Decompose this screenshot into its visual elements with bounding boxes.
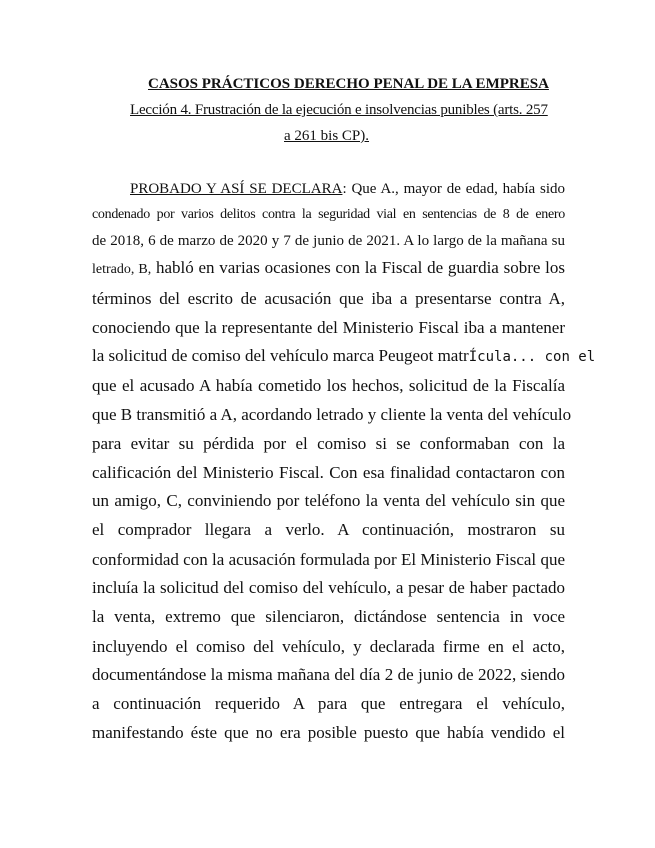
paragraph-line-17: incluyendo el comiso del vehículo, y declarada firme en el acto, <box>92 637 565 656</box>
paragraph-line-12: un amigo, C, conviniendo por teléfono la venta del vehículo sin que <box>92 491 565 510</box>
line7-mono: Ícula... con el <box>468 349 596 365</box>
paragraph-line-6: conociendo que la representante del Ministerio Fiscal iba a mantener <box>92 318 565 337</box>
paragraph-line-1 <box>130 181 565 198</box>
paragraph-line-3: de 2018, 6 de marzo de 2020 y 7 de junio de 2021. A lo largo de la mañana su <box>92 233 565 249</box>
line4-rest: habló en varias ocasiones con la Fiscal de guardia sobre los <box>155 258 565 277</box>
paragraph-line-11: calificación del Ministerio Fiscal. Con esa finalidad contactaron con <box>92 463 565 482</box>
lesson-subtitle-line2: a 261 bis CP). <box>284 128 370 144</box>
paragraph-line-13: el comprador llegara a verlo. A continuación, mostraron su <box>92 520 565 539</box>
paragraph-line-14: conformidad con la acusación formulada por El Ministerio Fiscal que <box>92 550 565 569</box>
line7-text: la solicitud de comiso del vehículo marca Peugeot matr <box>92 346 469 365</box>
document-title: CASOS PRÁCTICOS DERECHO PENAL DE LA EMPRESA <box>148 76 549 92</box>
paragraph-line-8: que el acusado A había cometido los hechos, solicitud de la Fiscalía <box>92 376 565 395</box>
line1-rest: : Que A., mayor de edad, había sido <box>342 181 565 197</box>
paragraph-line-9: que B transmitió a A, acordando letrado y cliente la venta del vehículo <box>92 405 572 424</box>
lesson-subtitle-line1: Lección 4. Frustración de la ejecución e insolvencias punibles (arts. 257 <box>130 102 548 118</box>
paragraph-line-5: términos del escrito de acusación que iba a presentarse contra A, <box>92 289 565 308</box>
paragraph-line-2: condenado por varios delitos contra la seguridad vial en sentencias de 8 de enero <box>92 207 565 222</box>
paragraph-line-7 <box>92 346 596 366</box>
paragraph-line-10: para evitar su pérdida por el comiso si se conformaban con la <box>92 434 565 453</box>
paragraph-line-16: la venta, extremo que silenciaron, dictándose sentencia in voce <box>92 607 565 626</box>
paragraph-line-18: documentándose la misma mañana del día 2 de junio de 2022, siendo <box>92 665 565 684</box>
lead-label: PROBADO Y ASÍ SE DECLARA <box>130 181 343 197</box>
paragraph-line-20: manifestando éste que no era posible puesto que había vendido el <box>92 723 565 742</box>
paragraph-line-19: a continuación requerido A para que entregara el vehículo, <box>92 694 565 713</box>
line4-prefix: letrado, B, <box>92 262 152 277</box>
paragraph-line-15: incluía la solicitud del comiso del vehículo, a pesar de haber pactado <box>92 578 565 597</box>
paragraph-line-4 <box>92 258 565 278</box>
